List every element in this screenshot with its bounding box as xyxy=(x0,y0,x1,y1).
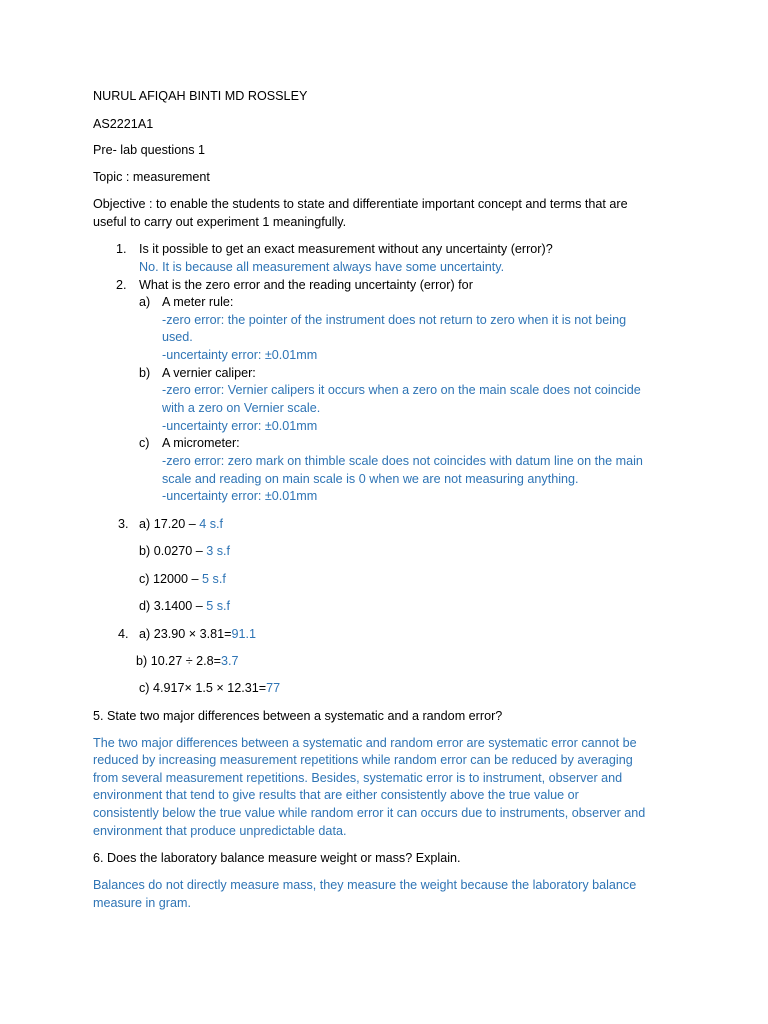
class-code: AS2221A1 xyxy=(93,117,154,131)
objective-line: useful to carry out experiment 1 meaningfully. xyxy=(93,215,347,229)
answer-text: Balances do not directly measure mass, they measure the weight because the laboratory balance xyxy=(93,878,637,892)
calc-answer: 3 s.f xyxy=(206,544,231,558)
answer-text: from several measurement repetitions. Besides, systematic error is to instrument, observer and xyxy=(93,771,623,785)
calc-line xyxy=(139,571,226,588)
answer-text: -uncertainty error: ±0.01mm xyxy=(162,419,318,433)
question-text: Is it possible to get an exact measurement without any uncertainty (error)? xyxy=(139,242,553,256)
question-number: 2. xyxy=(116,278,127,292)
calc-line xyxy=(139,598,230,615)
objective-line: Objective : to enable the students to state and differentiate important concept and terms that are xyxy=(93,197,628,211)
answer-text: -uncertainty error: ±0.01mm xyxy=(162,348,318,362)
sub-item-letter: c) xyxy=(139,436,150,450)
answer-text: consistently below the true value while random error it can occurs due to instruments, observer and xyxy=(93,806,646,820)
answer-text: -zero error: Vernier calipers it occurs when a zero on the main scale does not coincide xyxy=(162,383,641,397)
calc-question: b) 10.27 ÷ 2.8= xyxy=(136,654,221,668)
calc-line xyxy=(139,626,256,643)
calc-answer: 91.1 xyxy=(231,627,256,641)
question-number: 4. xyxy=(118,627,129,641)
answer-text: with a zero on Vernier scale. xyxy=(162,401,321,415)
question-number: 3. xyxy=(118,517,129,531)
calc-line xyxy=(139,680,280,697)
student-name: NURUL AFIQAH BINTI MD ROSSLEY xyxy=(93,89,308,103)
calc-question: c) 4.917× 1.5 × 12.31= xyxy=(139,681,267,695)
answer-text: -zero error: zero mark on thimble scale does not coincides with datum line on the main xyxy=(162,454,643,468)
calc-question: c) 12000 – xyxy=(139,572,203,586)
answer-text: measure in gram. xyxy=(93,896,191,910)
calc-line xyxy=(139,543,230,560)
answer-text: No. It is because all measurement always have some uncertainty. xyxy=(139,260,505,274)
answer-text: environment that produce unpredictable data. xyxy=(93,824,347,838)
answer-text: environment that tend to give results that are either consistently above the true value or xyxy=(93,788,579,802)
calc-answer: 3.7 xyxy=(220,654,239,668)
sub-item-letter: a) xyxy=(139,295,151,309)
answer-text: reduced by increasing measurement repetitions while random error can be reduced by averaging xyxy=(93,753,633,767)
calc-line xyxy=(136,653,239,670)
question-text: What is the zero error and the reading uncertainty (error) for xyxy=(139,278,473,292)
calc-answer: 4 s.f xyxy=(199,517,224,531)
calc-question: a) 17.20 – xyxy=(139,517,200,531)
question-text: 6. Does the laboratory balance measure weight or mass? Explain. xyxy=(93,851,461,865)
answer-text: scale and reading on main scale is 0 when we are not measuring anything. xyxy=(162,472,579,486)
question-number: 1. xyxy=(116,242,127,256)
sub-item-letter: b) xyxy=(139,366,151,380)
calc-answer: 5 s.f xyxy=(202,572,226,586)
answer-text: The two major differences between a systematic and random error are systematic error cannot be xyxy=(93,736,637,750)
question-text: 5. State two major differences between a systematic and a random error? xyxy=(93,709,503,723)
calc-question: d) 3.1400 – xyxy=(139,599,207,613)
calc-question: a) 23.90 × 3.81= xyxy=(139,627,232,641)
topic-line: Topic : measurement xyxy=(93,170,210,184)
answer-text: -zero error: the pointer of the instrument does not return to zero when it is not being xyxy=(162,313,627,327)
answer-text: used. xyxy=(162,330,193,344)
calc-line xyxy=(139,516,223,533)
sub-item-title: A meter rule: xyxy=(162,295,234,309)
calc-answer: 77 xyxy=(266,681,281,695)
sub-item-title: A micrometer: xyxy=(162,436,240,450)
answer-text: -uncertainty error: ±0.01mm xyxy=(162,489,318,503)
document-title: Pre- lab questions 1 xyxy=(93,143,206,157)
sub-item-title: A vernier caliper: xyxy=(162,366,256,380)
calc-answer: 5 s.f xyxy=(206,599,231,613)
calc-question: b) 0.0270 – xyxy=(139,544,207,558)
